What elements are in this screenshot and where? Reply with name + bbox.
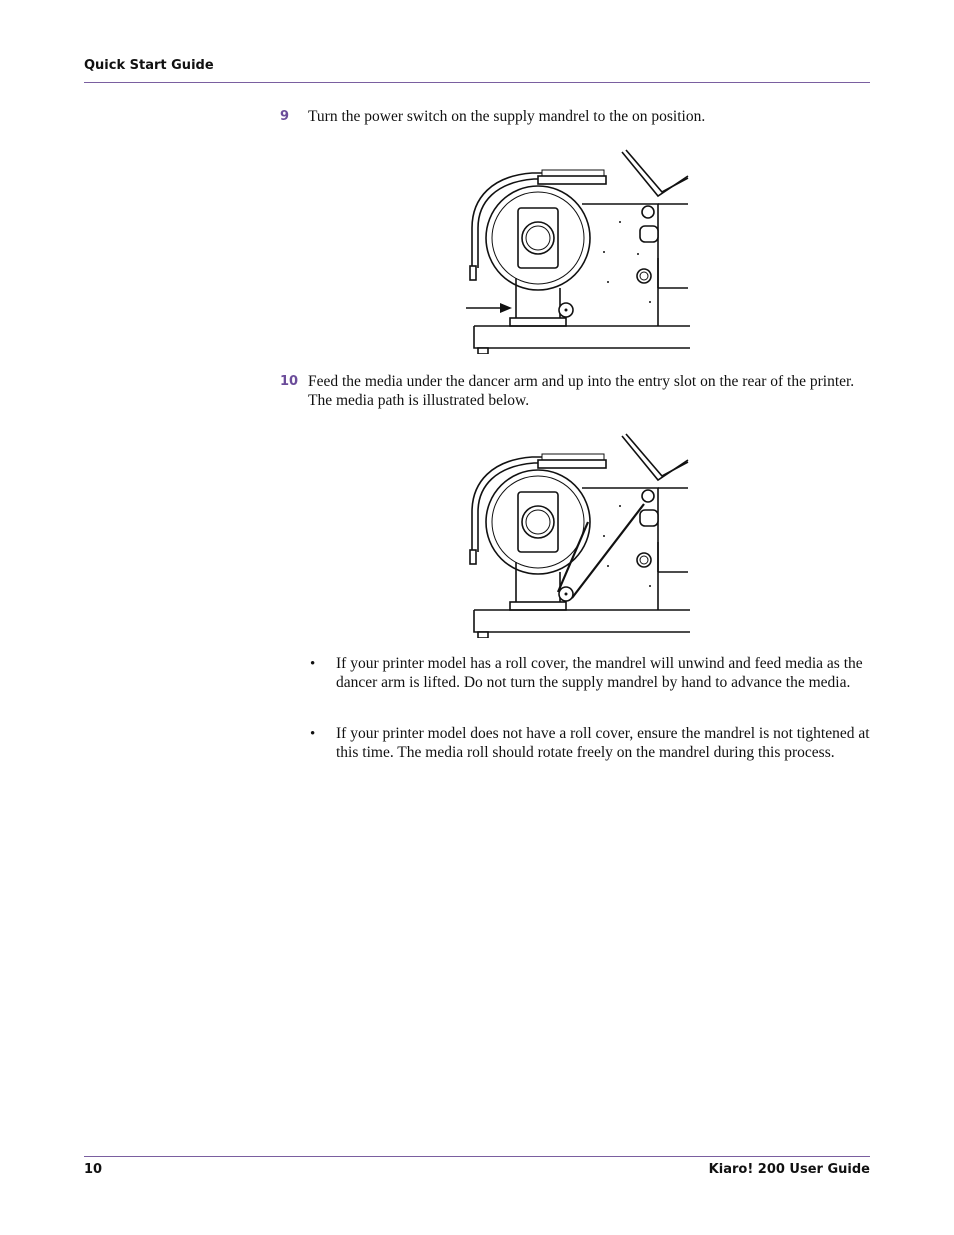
- bullet-roll-cover: If your printer model has a roll cover, the mandrel will unwind and feed media as the dancer arm is lifted. Do not turn the supply mandrel by hand to advance the media.: [336, 655, 863, 691]
- step-text-10: Feed the media under the dancer arm and up into the entry slot on the rear of the printer. The media path is illustrated below.: [308, 373, 855, 409]
- bullet-marker: •: [310, 656, 316, 672]
- step-text-9: Turn the power switch on the supply mandrel to the on position.: [308, 108, 706, 125]
- page-number: 10: [84, 1162, 103, 1177]
- supply-mandrel-power-switch-figure: [462, 148, 690, 354]
- media-path-figure: [462, 432, 690, 638]
- bullet-no-roll-cover: If your printer model does not have a roll cover, ensure the mandrel is not tightened at this time. The media roll should rotate freely on the mandrel during this process.: [336, 725, 870, 761]
- footer-rule: [84, 1156, 870, 1157]
- footer-guide-title: Kiaro! 200 User Guide: [708, 1162, 870, 1177]
- header-rule: [84, 82, 870, 83]
- step-number-9: 9: [280, 109, 290, 124]
- bullet-marker: •: [310, 726, 316, 742]
- running-header: Quick Start Guide: [84, 58, 214, 73]
- step-number-10: 10: [280, 374, 299, 389]
